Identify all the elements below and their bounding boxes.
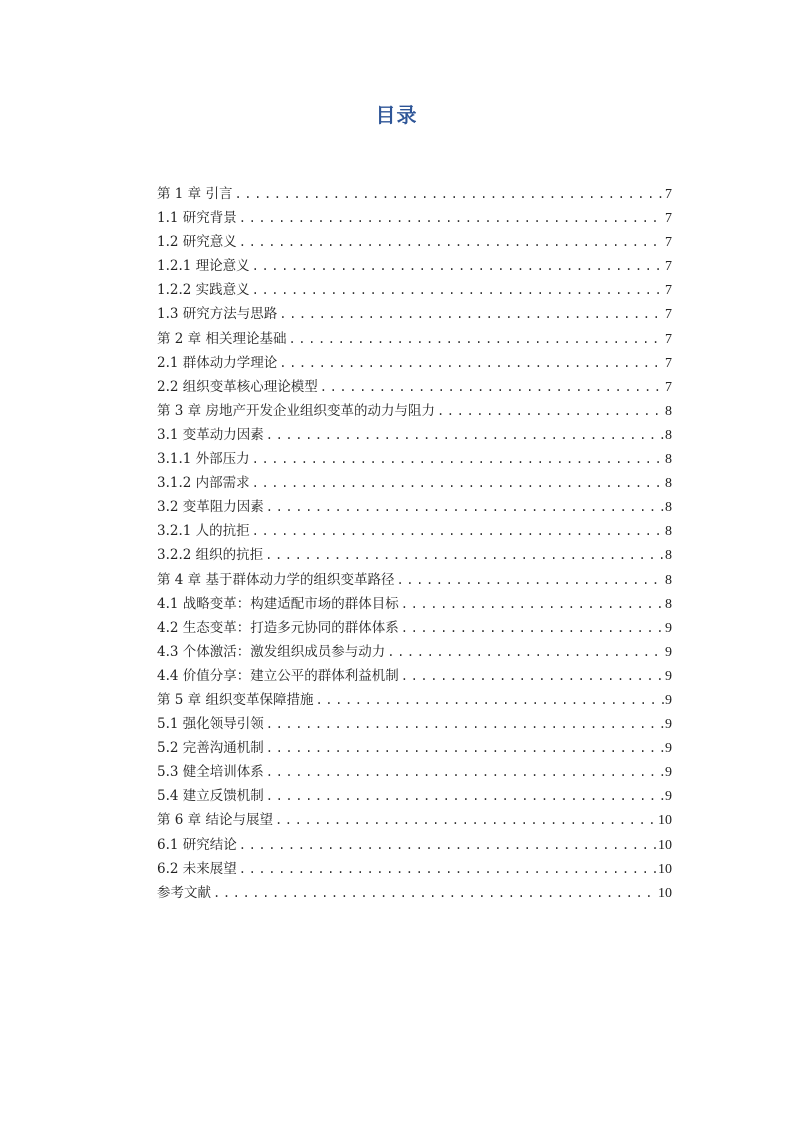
toc-page-number: 8 bbox=[665, 524, 672, 540]
toc-page-number: 7 bbox=[665, 355, 672, 371]
toc-page-number: 9 bbox=[665, 741, 672, 757]
toc-page-number: 8 bbox=[665, 596, 672, 612]
toc-entry[interactable] bbox=[157, 857, 672, 881]
toc-entry-label: 5.1 强化领导引领 bbox=[157, 716, 264, 733]
toc-entry-label: 3.2.2 组织的抗拒 bbox=[157, 547, 264, 564]
toc-page-number: 10 bbox=[658, 837, 672, 853]
toc-entry-label: 3.2 变革阻力因素 bbox=[157, 499, 264, 516]
toc-entry[interactable] bbox=[157, 423, 672, 447]
dot-leader bbox=[252, 519, 664, 543]
toc-entry-label: 第 2 章 相关理论基础 bbox=[157, 330, 287, 347]
toc-entry[interactable] bbox=[157, 327, 672, 351]
dot-leader bbox=[320, 375, 664, 399]
toc-entry-label: 2.2 组织变革核心理论模型 bbox=[157, 378, 318, 395]
dot-leader bbox=[266, 784, 664, 808]
toc-entry[interactable] bbox=[157, 375, 672, 399]
dot-leader bbox=[401, 664, 664, 688]
toc-entry[interactable] bbox=[157, 351, 672, 375]
toc-page-number: 7 bbox=[665, 331, 672, 347]
dot-leader bbox=[252, 254, 664, 278]
toc-page-number: 8 bbox=[665, 548, 672, 564]
toc-page-number: 7 bbox=[665, 259, 672, 275]
toc-page-number: 8 bbox=[665, 427, 672, 443]
toc-entry[interactable] bbox=[157, 206, 672, 230]
dot-leader bbox=[252, 447, 664, 471]
toc-entry-label: 参考文献 bbox=[157, 884, 211, 901]
toc-page-number: 8 bbox=[665, 403, 672, 419]
toc-entry-label: 3.1.2 内部需求 bbox=[157, 475, 250, 492]
toc-entry-label: 4.4 价值分享：建立公平的群体利益机制 bbox=[157, 667, 399, 684]
toc-page-number: 10 bbox=[658, 885, 672, 901]
toc-entry[interactable] bbox=[157, 447, 672, 471]
toc-page-number: 10 bbox=[658, 813, 672, 829]
toc-page-number: 7 bbox=[665, 307, 672, 323]
toc-entry-label: 4.1 战略变革：构建适配市场的群体目标 bbox=[157, 595, 399, 612]
toc-entry[interactable] bbox=[157, 399, 672, 423]
dot-leader bbox=[239, 857, 657, 881]
toc-entry-label: 1.2 研究意义 bbox=[157, 234, 237, 251]
toc-entry-label: 4.3 个体激活：激发组织成员参与动力 bbox=[157, 643, 386, 660]
toc-entry-label: 第 3 章 房地产开发企业组织变革的动力与阻力 bbox=[157, 402, 435, 419]
toc-entry-label: 第 6 章 结论与展望 bbox=[157, 812, 273, 829]
dot-leader bbox=[239, 230, 664, 254]
toc-title: 目录 bbox=[375, 103, 418, 127]
dot-leader bbox=[279, 351, 664, 375]
toc-page-number: 8 bbox=[665, 572, 672, 588]
dot-leader bbox=[275, 808, 657, 832]
toc-page-number: 9 bbox=[665, 717, 672, 733]
toc-page-number: 9 bbox=[665, 765, 672, 781]
toc-entry[interactable] bbox=[157, 495, 672, 519]
toc-entry-label: 1.2.2 实践意义 bbox=[157, 282, 250, 299]
toc-page-number: 8 bbox=[665, 476, 672, 492]
toc-entry-label: 2.1 群体动力学理论 bbox=[157, 354, 278, 371]
toc-entry-label: 5.4 建立反馈机制 bbox=[157, 788, 264, 805]
toc-entry-label: 3.1.1 外部压力 bbox=[157, 451, 250, 468]
table-of-contents bbox=[157, 182, 672, 905]
toc-entry-label: 1.2.1 理论意义 bbox=[157, 258, 250, 275]
toc-entry-label: 1.1 研究背景 bbox=[157, 210, 237, 227]
dot-leader bbox=[437, 399, 664, 423]
toc-entry-label: 第 5 章 组织变革保障措施 bbox=[157, 691, 314, 708]
toc-page-number: 8 bbox=[665, 500, 672, 516]
toc-entry-label: 第 1 章 引言 bbox=[157, 186, 233, 202]
dot-leader bbox=[396, 568, 664, 592]
toc-entry[interactable] bbox=[157, 616, 672, 640]
toc-page-number: 8 bbox=[665, 452, 672, 468]
toc-entry[interactable] bbox=[157, 254, 672, 278]
dot-leader bbox=[387, 640, 664, 664]
toc-entry[interactable] bbox=[157, 688, 672, 712]
toc-entry-label: 第 4 章 基于群体动力学的组织变革路径 bbox=[157, 571, 395, 588]
toc-entry[interactable] bbox=[157, 784, 672, 808]
toc-entry-label: 3.2.1 人的抗拒 bbox=[157, 523, 250, 540]
toc-entry-label: 3.1 变革动力因素 bbox=[157, 426, 264, 443]
dot-leader bbox=[234, 182, 664, 206]
toc-entry[interactable] bbox=[157, 736, 672, 760]
dot-leader bbox=[252, 278, 664, 302]
toc-page-number: 7 bbox=[665, 379, 672, 395]
dot-leader bbox=[239, 206, 664, 230]
toc-page-number: 9 bbox=[665, 644, 672, 660]
dot-leader bbox=[252, 471, 664, 495]
toc-entry[interactable] bbox=[157, 230, 672, 254]
toc-entry[interactable] bbox=[157, 833, 672, 857]
toc-entry[interactable] bbox=[157, 640, 672, 664]
dot-leader bbox=[265, 543, 664, 567]
toc-page-number: 7 bbox=[665, 187, 672, 202]
dot-leader bbox=[266, 495, 664, 519]
toc-page-number: 9 bbox=[665, 789, 672, 805]
dot-leader bbox=[315, 688, 664, 712]
dot-leader bbox=[239, 833, 657, 857]
toc-page-number: 9 bbox=[665, 668, 672, 684]
toc-entry[interactable] bbox=[157, 712, 672, 736]
dot-leader bbox=[279, 302, 664, 326]
dot-leader bbox=[266, 760, 664, 784]
dot-leader bbox=[266, 736, 664, 760]
toc-entry[interactable] bbox=[157, 278, 672, 302]
toc-entry-label: 4.2 生态变革：打造多元协同的群体体系 bbox=[157, 619, 399, 636]
dot-leader bbox=[401, 592, 664, 616]
dot-leader bbox=[213, 881, 657, 905]
toc-page-number: 7 bbox=[665, 211, 672, 227]
toc-page-number: 7 bbox=[665, 283, 672, 299]
toc-entry-label: 5.3 健全培训体系 bbox=[157, 764, 264, 781]
dot-leader bbox=[288, 327, 664, 351]
dot-leader bbox=[266, 712, 664, 736]
toc-entry-label: 6.1 研究结论 bbox=[157, 836, 237, 853]
toc-entry[interactable] bbox=[157, 760, 672, 784]
toc-entry[interactable] bbox=[157, 302, 672, 326]
dot-leader bbox=[401, 616, 664, 640]
toc-page-number: 9 bbox=[665, 692, 672, 708]
toc-page-number: 9 bbox=[665, 620, 672, 636]
toc-entry[interactable] bbox=[157, 568, 672, 592]
toc-page-number: 7 bbox=[665, 235, 672, 251]
toc-entry[interactable] bbox=[157, 471, 672, 495]
toc-entry[interactable] bbox=[157, 881, 672, 905]
toc-entry-label: 5.2 完善沟通机制 bbox=[157, 740, 264, 757]
toc-entry[interactable] bbox=[157, 664, 672, 688]
toc-entry[interactable] bbox=[157, 592, 672, 616]
toc-entry-label: 1.3 研究方法与思路 bbox=[157, 306, 278, 323]
toc-page-number: 10 bbox=[658, 861, 672, 877]
toc-entry[interactable] bbox=[157, 182, 672, 206]
toc-entry[interactable] bbox=[157, 543, 672, 567]
toc-entry-label: 6.2 未来展望 bbox=[157, 860, 237, 877]
toc-entry[interactable] bbox=[157, 808, 672, 832]
dot-leader bbox=[266, 423, 664, 447]
toc-entry[interactable] bbox=[157, 519, 672, 543]
